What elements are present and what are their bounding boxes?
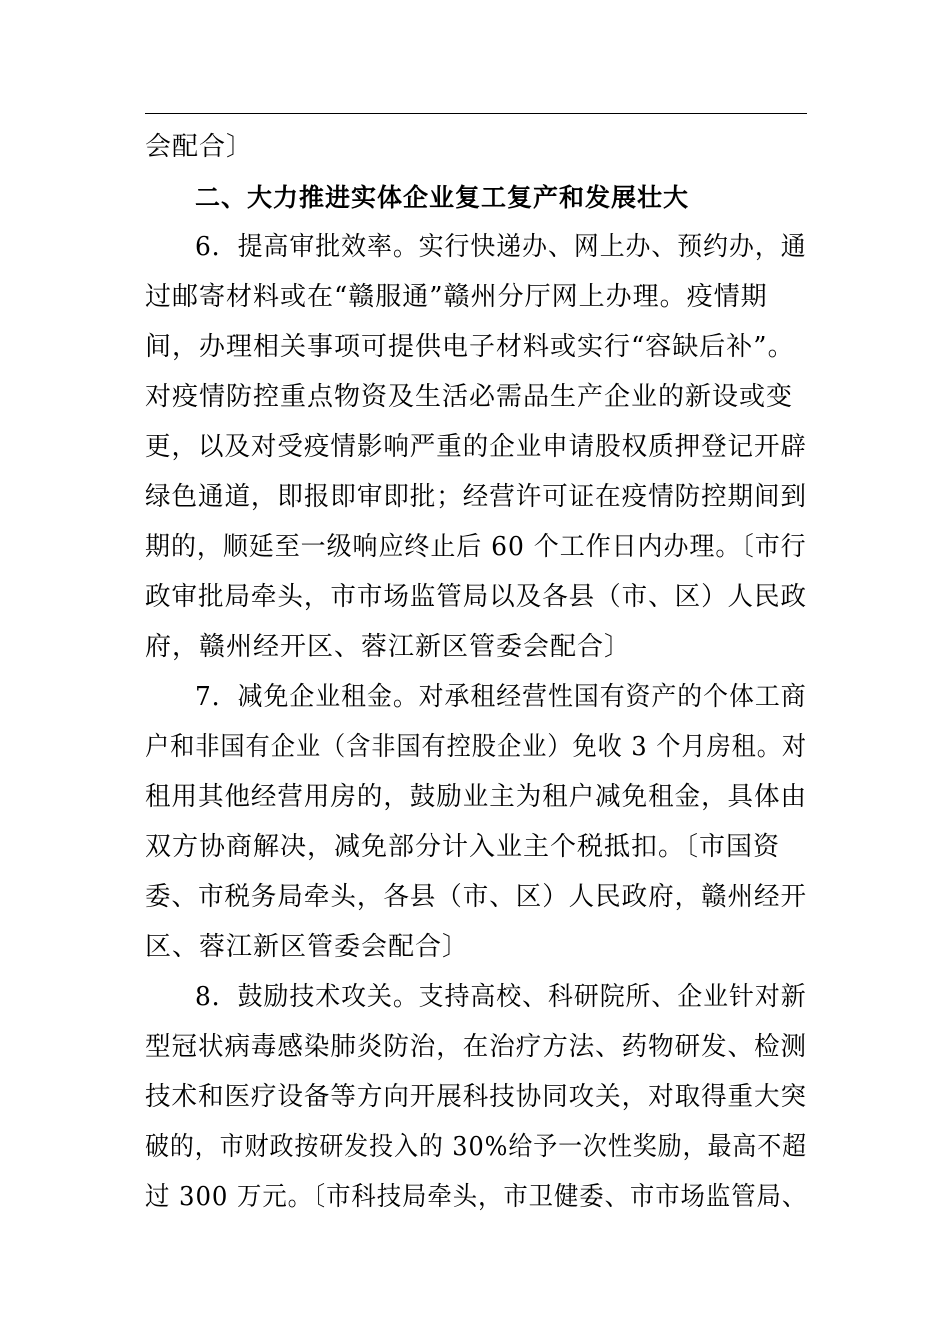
text-line-3: 6．提高审批效率。实行快递办、网上办、预约办，通 [195, 232, 807, 262]
text-line-13: 户和非国有企业（含非国有控股企业）免收 3 个月房租。对 [145, 732, 808, 762]
text-line-21: 破的，市财政按研发投入的 30%给予一次性奖励，最高不超 [145, 1132, 808, 1162]
text-line-16: 委、市税务局牵头，各县（市、区）人民政府，赣州经开 [145, 882, 808, 912]
text-line-5: 间，办理相关事项可提供电子材料或实行“容缺后补”。 [145, 332, 795, 362]
text-line-1: 会配合〕 [145, 132, 254, 162]
text-line-18: 8．鼓励技术攻关。支持高校、科研院所、企业针对新 [195, 982, 807, 1012]
section-heading: 二、大力推进实体企业复工复产和发展壮大 [195, 183, 690, 212]
header-rule [145, 113, 807, 114]
text-line-17: 区、蓉江新区管委会配合〕 [145, 932, 470, 962]
text-line-8: 绿色通道，即报即审即批；经营许可证在疫情防控期间到 [145, 482, 808, 512]
text-line-6: 对疫情防控重点物资及生活必需品生产企业的新设或变 [145, 382, 794, 412]
text-line-14: 租用其他经营用房的，鼓励业主为租户减免租金，具体由 [145, 782, 808, 812]
text-line-15: 双方协商解决，减免部分计入业主个税抵扣。〔市国资 [145, 832, 781, 862]
text-line-12: 7．减免企业租金。对承租经营性国有资产的个体工商 [195, 682, 807, 712]
text-line-10: 政审批局牵头，市市场监管局以及各县（市、区）人民政 [145, 582, 808, 612]
text-line-4: 过邮寄材料或在“赣服通”赣州分厅网上办理。疫情期 [145, 282, 768, 312]
text-line-9: 期的，顺延至一级响应终止后 60 个工作日内办理。〔市行 [145, 532, 807, 562]
text-line-22: 过 300 万元。〔市科技局牵头，市卫健委、市市场监管局、 [145, 1182, 808, 1212]
text-line-11: 府，赣州经开区、蓉江新区管委会配合〕 [145, 632, 632, 662]
text-line-19: 型冠状病毒感染肺炎防治，在治疗方法、药物研发、检测 [145, 1032, 808, 1062]
text-line-20: 技术和医疗设备等方向开展科技协同攻关，对取得重大突 [145, 1082, 808, 1112]
text-line-7: 更，以及对受疫情影响严重的企业申请股权质押登记开辟 [145, 432, 808, 462]
